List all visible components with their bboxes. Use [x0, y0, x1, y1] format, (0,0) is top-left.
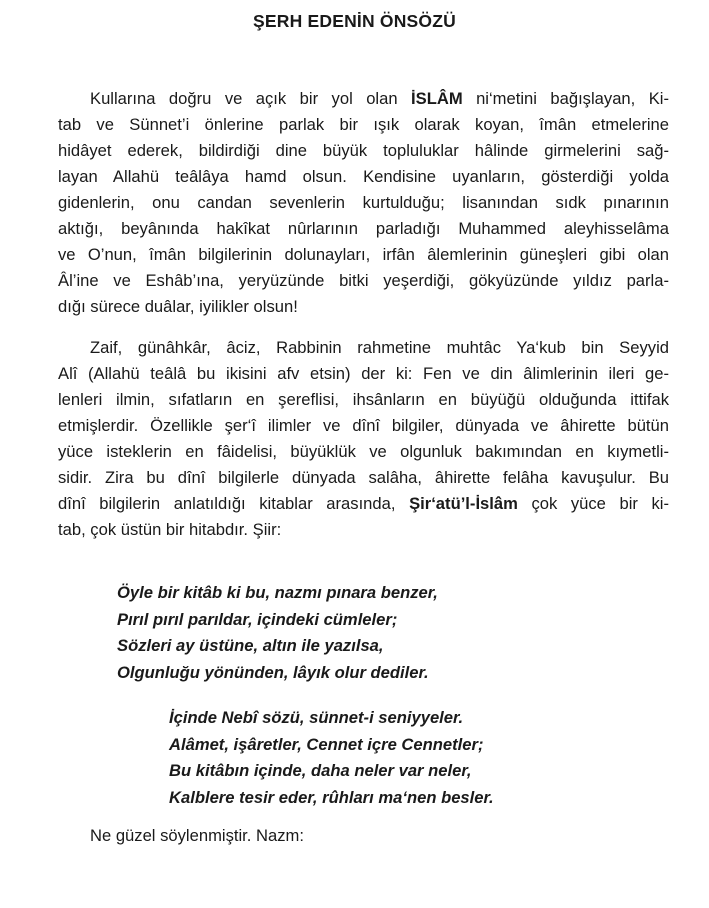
verse-line: Alâmet, işâretler, Cennet içre Cennetler;: [169, 734, 484, 754]
verse-stanza-1: [117, 580, 438, 686]
text-line: Kullarına doğru ve açık bir yol olan İSLÂM ni‘metini bağışlayan, Ki-: [90, 89, 669, 108]
verse-line: Pırıl pırıl parıldar, içindeki cümleler;: [117, 609, 398, 629]
text-line: etmişlerdir. Özellikle şer‘î ilimler ve dînî bilgiler, dünyada ve âhirette bütün: [58, 416, 669, 435]
verse-line: İçinde Nebî sözü, sünnet-i seniyyeler.: [169, 708, 464, 727]
text-line: gidenlerin, onu candan sevenlerin kurtulduğu; lisanından sıdk pınarının: [58, 193, 669, 212]
text-line: sidir. Zira bu dînî bilgilerle dünyada salâha, âhirette felâha kavuşulur. Bu: [58, 468, 669, 487]
text-line: Âl’ine ve Eshâb’ına, yeryüzünde bitki yeşerdiği, gökyüzünde yıldız parla-: [58, 271, 669, 290]
text-line: Alî (Allahü teâlâ bu ikisini afv etsin) der ki: Fen ve din âlimlerinin ileri ge-: [58, 364, 669, 383]
page-title: ŞERH EDENİN ÖNSÖZÜ: [253, 11, 456, 31]
main-text: [58, 86, 669, 543]
text-line: ve O’nun, îmân bilgilerinin dolunayları, irfân âlemlerinin güneşleri gibi olan: [58, 245, 669, 264]
text-line: hidâyet ederek, bildirdiği dine büyük topluluklar hâlinde girmelerini sağ-: [58, 141, 669, 160]
verse-line: Öyle bir kitâb ki bu, nazmı pınara benzer,: [117, 583, 438, 602]
verse-line: Kalblere tesir eder, rûhları ma‘nen besler.: [169, 787, 494, 807]
verse-line: Sözleri ay üstüne, altın ile yazılsa,: [117, 636, 384, 655]
verse-stanza-2: [169, 705, 494, 811]
text-line: dînî bilgilerin anlatıldığı kitablar arasında, Şir‘atü’l-İslâm çok yüce bir ki-: [58, 494, 670, 513]
emphasis-islam: İSLÂM: [411, 89, 463, 108]
text-line: Zaif, günâhkâr, âciz, Rabbinin rahmetine muhtâc Ya‘kub bin Seyyid: [90, 338, 669, 357]
text-line: aktığı, beyânında hakîkat nûrlarının parladığı Muhammed aleyhisselâma: [58, 219, 669, 238]
text-line: tab, çok üstün bir hitabdır. Şiir:: [58, 520, 282, 539]
text-line: lenleri ilmin, sıfatların en şereflisi, ihsânların en büyüğü olduğunda ittifak: [58, 390, 669, 409]
text-line: tab ve Sünnet’i önlerine parlak bir ışık olarak koyan, îmân etmelerine: [58, 115, 669, 134]
closing-line: Ne güzel söylenmiştir. Nazm:: [90, 826, 304, 845]
verse-line: Olgunluğu yönünden, lâyık olur dediler.: [117, 662, 429, 682]
paragraph-2: [58, 335, 669, 543]
verse-line: Bu kitâbın içinde, daha neler var neler,: [169, 761, 472, 780]
text-line: layan Allahü teâlâya hamd olsun. Kendisine uyanların, gösterdiği yolda: [58, 167, 669, 186]
emphasis-book-title: Şir‘atü’l-İslâm: [409, 494, 518, 513]
text-line: yüce isteklerin en fâidelisi, büyüklük ve olgunluk bakımından en kıymetli-: [58, 442, 669, 461]
text-line: dığı sürece duâlar, iyilikler olsun!: [58, 297, 298, 316]
paragraph-1: [58, 86, 669, 320]
